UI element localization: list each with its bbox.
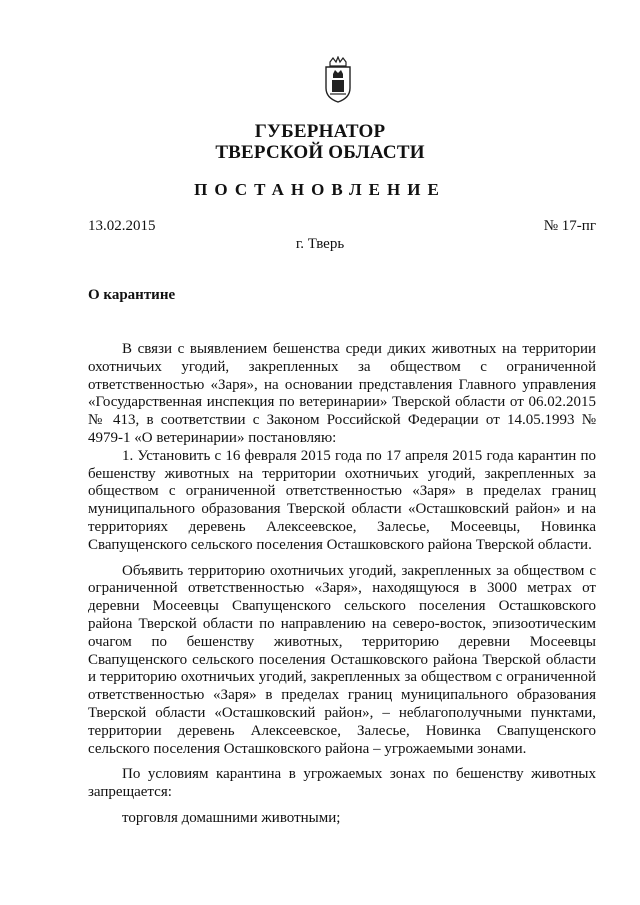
document-body <box>88 341 596 828</box>
coat-of-arms-icon <box>324 56 352 104</box>
document-subject: О карантине <box>88 287 176 303</box>
document-city: г. Тверь <box>295 236 345 252</box>
paragraph-restriction-trade: торговля домашними животными; <box>122 809 341 826</box>
paragraph-restrictions-intro: По условиям карантина в угрожаемых зонах по бешенству животных запрещается: <box>88 766 596 801</box>
org-title-line-2: ТВЕРСКОЙ ОБЛАСТИ <box>215 142 425 163</box>
paragraph-declaration: Объявить территорию охотничьих угодий, закрепленных за обществом с ограниченной ответственностью «Заря», находящуюся в 3000 метрах от деревни Мосеевцы Свапущенского сельского поселения Осташковского района Тверской области по направлению на северо-восток, эпизоотическим очагом по бешенству животных, территорию деревни Мосеевцы Свапущенского сельского поселения Осташковского района Тверской области и территорию охотничьих угодий, закрепленных за обществом с ограниченной ответственностью «Заря» в пределах границ муниципального образования Тверской области «Осташковский район», – неблагополучными пунктами, территории деревень Алексеевское, Залесье, Новинка Свапущенского сельского поселения Осташковского района – угрожаемыми зонами. <box>88 562 596 757</box>
document-date: 13.02.2015 <box>88 218 156 234</box>
document-type: ПОСТАНОВЛЕНИЕ <box>194 180 446 199</box>
document-number: № 17-пг <box>543 218 596 234</box>
org-title-line-1: ГУБЕРНАТОР <box>254 121 386 142</box>
paragraph-preamble: В связи с выявлением бешенства среди диких животных на территории охотничьих угодий, закрепленных за обществом с ограниченной ответственностью «Заря», на основании представления Главного управления «Государственная инспекция по ветеринарии» Тверской области от 06.02.2015 № 413, в соответствии с Законом Российской Федерации от 14.05.1993 № 4979-1 «О ветеринарии» постановляю: <box>88 341 596 446</box>
paragraph-item-1: 1. Установить с 16 февраля 2015 года по 17 апреля 2015 года карантин по бешенству животных на территории охотничьих угодий, закрепленных за обществом с ограниченной ответственностью «Заря» в пределах границ муниципального образования Тверской области «Осташковский район» и на территориях деревень Алексеевское, Залесье, Мосеевцы, Новинка Свапущенского сельского поселения Осташковского района Тверской области. <box>88 447 596 553</box>
